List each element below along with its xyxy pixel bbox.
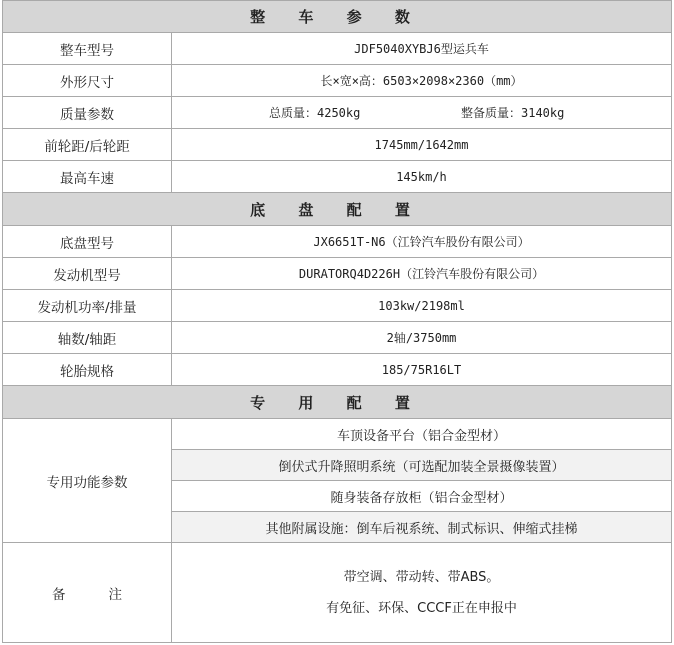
mass-label: 质量参数 bbox=[3, 97, 172, 128]
max-speed-label: 最高车速 bbox=[3, 161, 172, 192]
section-header-special bbox=[2, 386, 672, 419]
curb-mass-value: 整备质量：3140kg bbox=[461, 106, 565, 120]
engine-model-label: 发动机型号 bbox=[3, 258, 172, 289]
remarks-label: 备 注 bbox=[3, 543, 172, 642]
section-title-special: 专 用 配 置 bbox=[250, 393, 424, 412]
chassis-model-label: 底盘型号 bbox=[3, 226, 172, 257]
engine-power-label: 发动机功率/排量 bbox=[3, 290, 172, 321]
track-label: 前轮距/后轮距 bbox=[3, 129, 172, 160]
remarks-line: 带空调、带动转、带ABS。 bbox=[343, 569, 500, 585]
track-value: 1745mm/1642mm bbox=[374, 137, 469, 152]
section-title-vehicle: 整 车 参 数 bbox=[250, 8, 424, 26]
engine-model-value: DURATORQ4D226H（江铃汽车股份有限公司） bbox=[298, 267, 545, 281]
remarks-line: 有免征、环保、CCCF正在申报中 bbox=[326, 600, 517, 616]
vehicle-model-label: 整车型号 bbox=[3, 33, 172, 64]
row-tire bbox=[2, 354, 672, 386]
section-header-chassis bbox=[2, 193, 672, 226]
vehicle-spec-table bbox=[2, 0, 672, 643]
remarks-content bbox=[172, 543, 671, 642]
row-special-functions bbox=[2, 419, 672, 543]
mass-values bbox=[172, 97, 671, 128]
special-item: 倒伏式升降照明系统（可选配加装全景摄像装置） bbox=[172, 450, 671, 481]
row-mass bbox=[2, 97, 672, 129]
engine-power-value: 103kw/2198ml bbox=[378, 298, 465, 313]
row-engine-power bbox=[2, 290, 672, 322]
special-item: 随身装备存放柜（铝合金型材） bbox=[172, 481, 671, 512]
tire-value: 185/75R16LT bbox=[381, 362, 462, 377]
special-functions-label: 专用功能参数 bbox=[3, 419, 172, 542]
row-axle bbox=[2, 322, 672, 354]
dimensions-value: 长×宽×高：6503×2098×2360（mm） bbox=[320, 74, 523, 88]
row-dimensions bbox=[2, 65, 672, 97]
total-mass-value: 总质量：4250kg bbox=[269, 106, 361, 120]
section-title-chassis: 底 盘 配 置 bbox=[250, 200, 424, 219]
chassis-model-value: JX6651T-N6（江铃汽车股份有限公司） bbox=[313, 235, 530, 249]
row-track bbox=[2, 129, 672, 161]
row-engine-model bbox=[2, 258, 672, 290]
vehicle-model-value: JDF5040XYBJ6型运兵车 bbox=[354, 42, 489, 56]
row-vehicle-model bbox=[2, 33, 672, 65]
special-functions-list bbox=[172, 419, 671, 542]
row-max-speed bbox=[2, 161, 672, 193]
dimensions-label: 外形尺寸 bbox=[3, 65, 172, 96]
tire-label: 轮胎规格 bbox=[3, 354, 172, 385]
section-header-vehicle bbox=[2, 0, 672, 33]
special-item: 其他附属设施：倒车后视系统、制式标识、伸缩式挂梯 bbox=[172, 512, 671, 542]
axle-label: 轴数/轴距 bbox=[3, 322, 172, 353]
row-remarks bbox=[2, 543, 672, 643]
row-chassis-model bbox=[2, 226, 672, 258]
axle-value: 2轴/3750mm bbox=[386, 331, 457, 345]
special-item: 车顶设备平台（铝合金型材） bbox=[172, 419, 671, 450]
max-speed-value: 145km/h bbox=[396, 169, 447, 184]
